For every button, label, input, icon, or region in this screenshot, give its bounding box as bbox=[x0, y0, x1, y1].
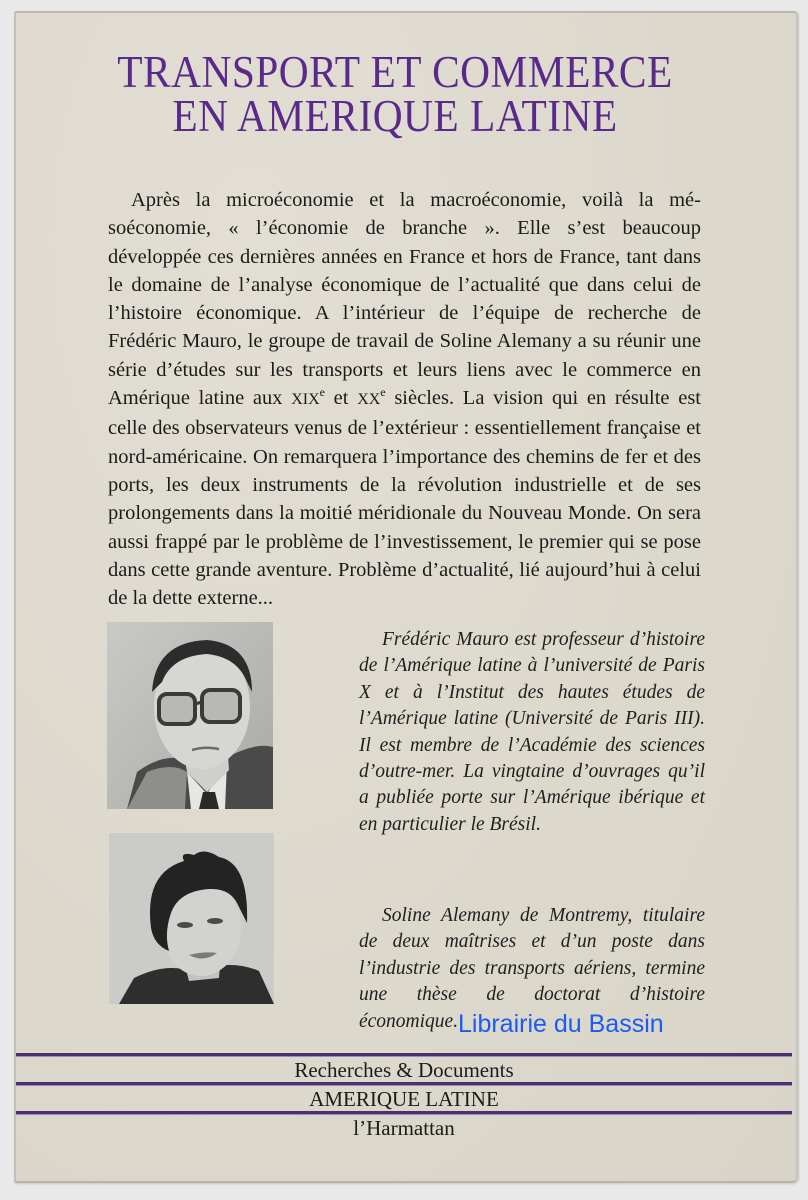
blurb-and: et bbox=[324, 387, 358, 410]
series-subseries: AMERIQUE LATINE bbox=[309, 1087, 499, 1111]
book-title bbox=[96, 47, 694, 141]
author-bio-soline-alemany: Soline Alemany de Montremy, titulaire de deux maîtrises et d’un poste dans l’industrie des transports aériens, termine une thèse de doctorat d’histoire économique. bbox=[359, 905, 705, 1032]
bookseller-watermark: Librairie du Bassin bbox=[458, 1010, 664, 1038]
author-photo-soline-alemany bbox=[109, 833, 274, 1004]
blurb-paragraph bbox=[108, 186, 701, 612]
superscript-e: e bbox=[319, 385, 325, 400]
title-line-2: EN AMERIQUE LATINE bbox=[172, 91, 618, 141]
publisher-name: l’Harmattan bbox=[353, 1116, 455, 1140]
divider-rule bbox=[16, 1053, 792, 1057]
man-portrait-icon bbox=[107, 622, 273, 809]
series-collection: Recherches & Documents bbox=[294, 1058, 514, 1082]
blurb-part-2: siècles. La vision qui en résulte est celle des observateurs venus de l’extérieur : essentiellement française et nord-américaine. On remarquera l’importance des chemins de fer et des ports, les deux instruments de la révolution industrielle et de ses prolongements dans la moitié méridionale du Nouveau Monde. On sera aussi frappé par le problème de l’investissement, le premier qui se pose dans cette grande aventure. Problème d’actualité, lié aujourd’hui à celui de la dette externe... bbox=[108, 387, 702, 610]
woman-portrait-icon bbox=[109, 833, 274, 1004]
blurb-part-1: Après la microéconomie et la macroéconomie, voilà la mésoéconomie, « l’économie de branche ». Elle s’est beaucoup développée ces dernières années en France et hors de France, tant dans le domaine de l’analyse économique de l’actualité que dans celui de l’histoire économique. A l’intérieur de l’équipe de recherche de Frédéric Mauro, le groupe de travail de Soline Alemany a su réunir une série d’études sur les transports et leurs liens avec le commerce en Amérique latine aux bbox=[108, 189, 701, 410]
century-20: XX bbox=[357, 391, 381, 409]
superscript-e: e bbox=[380, 385, 386, 400]
divider-rule bbox=[16, 1111, 792, 1115]
title-line-1: TRANSPORT ET COMMERCE bbox=[117, 47, 673, 97]
century-19: XIX bbox=[291, 391, 320, 409]
author-bio-frederic-mauro: Frédéric Mauro est professeur d’histoire de l’Amérique latine à l’université de Paris X et à l’Institut des hautes études de l’Amérique latine (Université de Paris III). Il est membre de l’Académie des sciences d’outre-mer. La vingtaine d’ouvrages qu’il a publiée porte sur l’Amérique ibérique et en particulier le Brésil. bbox=[359, 629, 705, 835]
author-photo-frederic-mauro bbox=[107, 622, 273, 809]
divider-rule bbox=[16, 1082, 792, 1086]
